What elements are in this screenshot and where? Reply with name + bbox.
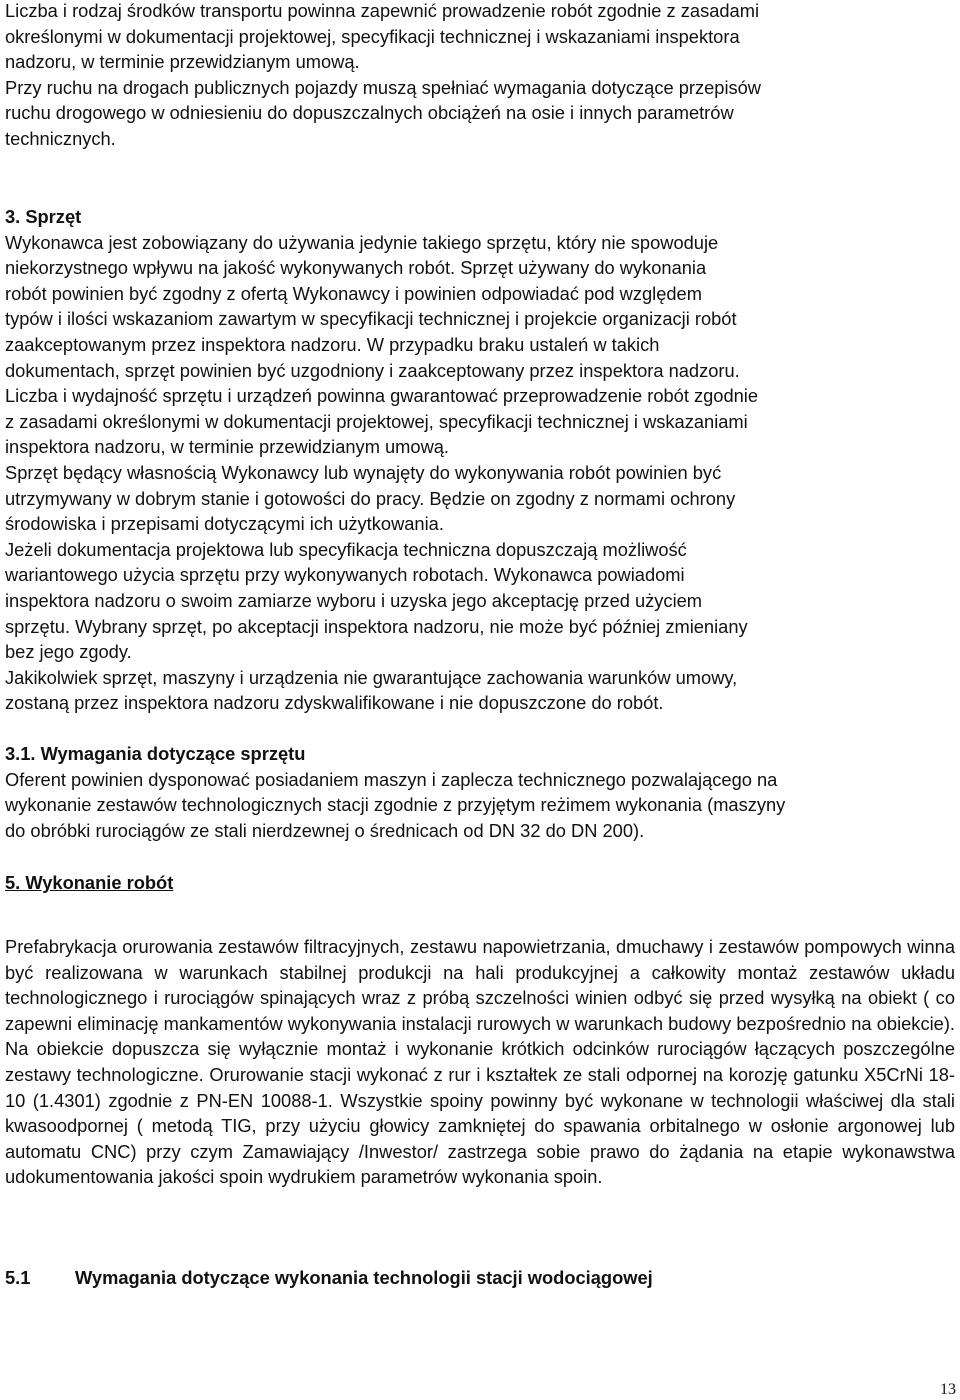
section-heading: 3.1. Wymagania dotyczące sprzętu bbox=[5, 743, 306, 764]
text-line: robót powinien być zgodny z ofertą Wykonawcy i powinien odpowiadać pod względem bbox=[5, 282, 702, 304]
section-5-paragraph: Prefabrykacja orurowania zestawów filtracyjnych, zestawu napowietrzania, dmuchawy i zestawów pompowych winna być realizowana w warunkach stabilnej produkcji na hali produkcyjnej a całkowity montaż zestawów układu technologicznego i rurociągów spinających wraz z próbą szczelności winien odbyć się przed wysyłką na obiekt ( co zapewni eliminację mankamentów wykonywania instalacji rurowych w warunkach budowy bezpośrednio na obiekcie). Na obiekcie dopuszcza się wyłącznie montaż i wykonanie krótkich odcinków rurociągów łączących poszczególne zestawy technologiczne. Orurowanie stacji wykonać z rur i kształtek ze stali odpornej na korozję gatunku X5CrNi 18-10 (1.4301) zgodnie z PN-EN 10088-1. Wszystkie spoiny powinny być wykonane w technologii właściwej dla stali kwasoodpornej ( metodą TIG, przy użyciu głowicy zamkniętej do spawania orbitalnego w osłonie argonowej lub automatu CNC) przy czym Zamawiający /Inwestor/ zastrzega sobie prawo do żądania na etapie wykonawstwa udokumentowania jakości spoin wydrukiem parametrów wykonania spoin. bbox=[5, 936, 955, 1188]
section-3 bbox=[5, 204, 758, 716]
text-line: utrzymywany w dobrym stanie i gotowości do pracy. Będzie on zgodny z normami ochrony bbox=[5, 487, 736, 509]
text-line: Jakikolwiek sprzęt, maszyny i urządzenia nie gwarantujące zachowania warunków umowy, bbox=[5, 666, 738, 688]
section-5-heading-block bbox=[5, 870, 173, 896]
section-heading: 3. Sprzęt bbox=[5, 206, 82, 227]
section-5-1 bbox=[5, 1267, 653, 1289]
text-line: środowiska i przepisami dotyczącymi ich użytkowania. bbox=[5, 513, 444, 535]
text-line: Jeżeli dokumentacja projektowa lub specyfikacja techniczna dopuszczają możliwość bbox=[5, 538, 687, 560]
text-line: nadzoru, w terminie przewidzianym umową. bbox=[5, 51, 360, 73]
section-number: 5.1 bbox=[5, 1267, 31, 1288]
text-line: Wykonawca jest zobowiązany do używania jedynie takiego sprzętu, który nie spowoduje bbox=[5, 231, 719, 253]
text-line: niekorzystnego wpływu na jakość wykonywanych robót. Sprzęt używany do wykonania bbox=[5, 257, 707, 279]
text-line: Sprzęt będący własnością Wykonawcy lub wynajęty do wykonywania robót powinien być bbox=[5, 461, 722, 483]
text-line: inspektora nadzoru o swoim zamiarze wyboru i uzyska jego akceptację przed użyciem bbox=[5, 589, 703, 611]
text-line: Oferent powinien dysponować posiadaniem maszyn i zaplecza technicznego pozwalającego na bbox=[5, 768, 778, 790]
page-number: 13 bbox=[940, 1381, 956, 1398]
text-line: ruchu drogowego w odniesieniu do dopuszczalnych obciążeń na osie i innych parametrów bbox=[5, 102, 734, 124]
section-title: Wymagania dotyczące wykonania technologii stacji wodociągowej bbox=[75, 1267, 653, 1288]
section-heading: 5. Wykonanie robót bbox=[5, 872, 174, 893]
text-line: typów i ilości wskazaniom zawartym w specyfikacji technicznej i projekcie organizacji robót bbox=[5, 308, 737, 330]
text-line: wariantowego użycia sprzętu przy wykonywanych robotach. Wykonawca powiadomi bbox=[5, 564, 685, 586]
text-line: bez jego zgody. bbox=[5, 641, 132, 663]
text-line: technicznych. bbox=[5, 127, 116, 149]
text-line: dokumentach, sprzęt powinien być uzgodniony i zaakceptowany przez inspektora nadzoru. bbox=[5, 359, 740, 381]
intro-paragraph bbox=[5, 0, 761, 152]
section-3-1 bbox=[5, 741, 785, 843]
text-line: Liczba i rodzaj środków transportu powinna zapewnić prowadzenie robót zgodnie z zasadami bbox=[5, 0, 760, 21]
text-line: do obróbki rurociągów ze stali nierdzewnej o średnicach od DN 32 do DN 200). bbox=[5, 819, 645, 841]
text-line: Przy ruchu na drogach publicznych pojazdy muszą spełniać wymagania dotyczące przepisów bbox=[5, 76, 762, 98]
text-line: inspektora nadzoru, w terminie przewidzianym umową. bbox=[5, 436, 450, 458]
text-line: wykonanie zestawów technologicznych stacji zgodnie z przyjętym reżimem wykonania (maszyny bbox=[5, 794, 786, 816]
section-5 bbox=[5, 934, 955, 1190]
text-line: określonymi w dokumentacji projektowej, specyfikacji technicznej i wskazaniami inspektora bbox=[5, 25, 740, 47]
text-line: zostaną przez inspektora nadzoru zdyskwalifikowane i nie dopuszczone do robót. bbox=[5, 692, 664, 714]
text-line: z zasadami określonymi w dokumentacji projektowej, specyfikacji technicznej i wskazaniami bbox=[5, 410, 748, 432]
text-line: Liczba i wydajność sprzętu i urządzeń powinna gwarantować przeprowadzenie robót zgodnie bbox=[5, 385, 759, 407]
text-line: zaakceptowanym przez inspektora nadzoru. W przypadku braku ustaleń w takich bbox=[5, 333, 660, 355]
text-line: sprzętu. Wybrany sprzęt, po akceptacji inspektora nadzoru, nie może być później zmieniany bbox=[5, 615, 748, 637]
